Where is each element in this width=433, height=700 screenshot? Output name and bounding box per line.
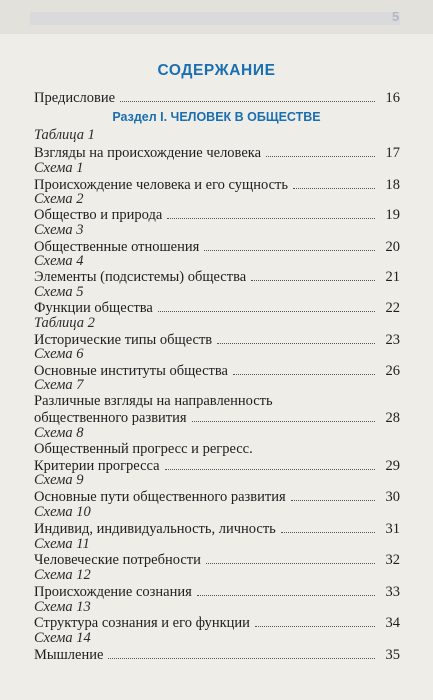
toc-entry-text: Различные взгляды на направленность	[34, 393, 273, 409]
toc-caption: Схема 13	[34, 599, 91, 615]
toc-entry[interactable]	[34, 238, 400, 257]
toc-entry-text: Общественный прогресс и регресс.	[34, 441, 253, 457]
toc-caption: Схема 1	[34, 160, 84, 176]
toc-page-number: 21	[385, 269, 400, 285]
toc-entry-text: Общественные отношения	[34, 239, 200, 255]
toc-entry-preface[interactable]	[34, 89, 400, 108]
page-header-strip	[0, 0, 433, 34]
toc-caption: Таблица 1	[34, 127, 95, 143]
dot-leader	[206, 551, 375, 564]
toc-page-number: 34	[385, 615, 400, 631]
toc-caption: Схема 3	[34, 222, 84, 238]
toc-caption: Схема 10	[34, 504, 91, 520]
toc-page-number: 28	[385, 410, 400, 426]
toc-caption: Схема 6	[34, 346, 84, 362]
toc-page-number: 16	[385, 90, 400, 106]
dot-leader	[197, 583, 375, 596]
dot-leader	[158, 299, 375, 312]
dot-leader	[167, 206, 375, 219]
toc-entry[interactable]	[34, 144, 400, 163]
toc-page-number: 20	[385, 239, 400, 255]
dot-leader	[255, 614, 375, 627]
toc-page-number: 32	[385, 552, 400, 568]
toc-entry-text: Критерии прогресса	[34, 458, 160, 474]
toc-page-number: 23	[385, 332, 400, 348]
dot-leader	[192, 409, 375, 422]
dot-leader	[108, 646, 375, 659]
toc-entry[interactable]	[34, 362, 400, 381]
dot-leader	[251, 268, 375, 281]
toc-caption: Схема 9	[34, 472, 84, 488]
dot-leader	[217, 331, 375, 344]
toc-entry-text: Исторические типы обществ	[34, 332, 213, 348]
toc-entry-text: Основные институты общества	[34, 363, 228, 379]
toc-page-number: 18	[385, 177, 400, 193]
toc-entry[interactable]	[34, 331, 400, 350]
toc-page-number: 17	[385, 145, 400, 161]
toc-entry-text: Происхождение сознания	[34, 584, 192, 600]
toc-entry-text: Предисловие	[34, 90, 116, 106]
toc-page-number: 33	[385, 584, 400, 600]
toc-caption: Схема 5	[34, 284, 84, 300]
toc-entry-text: Основные пути общественного развития	[34, 489, 286, 505]
toc-entry-text: Происхождение человека и его сущность	[34, 177, 288, 193]
toc-entry[interactable]	[34, 176, 400, 195]
toc-page-number: 29	[385, 458, 400, 474]
toc-caption: Схема 14	[34, 630, 91, 646]
toc-entry-text: Элементы (подсистемы) общества	[34, 269, 247, 285]
dot-leader	[120, 89, 375, 102]
toc-page-number: 35	[385, 647, 400, 663]
page-title: СОДЕРЖАНИЕ	[157, 62, 276, 79]
toc-entry[interactable]	[34, 457, 400, 476]
toc-entry[interactable]	[34, 646, 400, 665]
dot-leader	[266, 144, 375, 157]
toc-entry-text: Общество и природа	[34, 207, 163, 223]
dot-leader	[233, 362, 375, 375]
toc-caption: Схема 2	[34, 191, 84, 207]
header-page-mark: 5	[392, 9, 400, 24]
toc-entry-text: Структура сознания и его функции	[34, 615, 250, 631]
toc-page-number: 22	[385, 300, 400, 316]
toc-caption: Схема 7	[34, 377, 84, 393]
dot-leader	[165, 457, 375, 470]
toc-entry-text: Взгляды на происхождение человека	[34, 145, 262, 161]
section-title: Раздел I. ЧЕЛОВЕК В ОБЩЕСТВЕ	[112, 110, 321, 124]
toc-caption: Схема 4	[34, 253, 84, 269]
toc-caption: Схема 8	[34, 425, 84, 441]
toc-entry[interactable]	[34, 268, 400, 287]
dot-leader	[281, 520, 375, 533]
toc-page-number: 31	[385, 521, 400, 537]
toc-caption: Таблица 2	[34, 315, 95, 331]
header-band	[30, 12, 400, 25]
toc-page-number: 26	[385, 363, 400, 379]
toc-entry-text: Мышление	[34, 647, 104, 663]
toc-caption: Схема 12	[34, 567, 91, 583]
toc-page-number: 30	[385, 489, 400, 505]
toc-entry-text: Функции общества	[34, 300, 153, 316]
toc-entry-text: Человеческие потребности	[34, 552, 201, 568]
toc-entry[interactable]	[34, 206, 400, 225]
toc-page-number: 19	[385, 207, 400, 223]
dot-leader	[293, 176, 375, 189]
toc-entry-text: Индивид, индивидуальность, личность	[34, 521, 276, 537]
toc-entry[interactable]	[34, 409, 400, 428]
toc-caption: Схема 11	[34, 536, 90, 552]
toc-entry-text: общественного развития	[34, 410, 187, 426]
dot-leader	[291, 488, 375, 501]
dot-leader	[204, 238, 375, 251]
